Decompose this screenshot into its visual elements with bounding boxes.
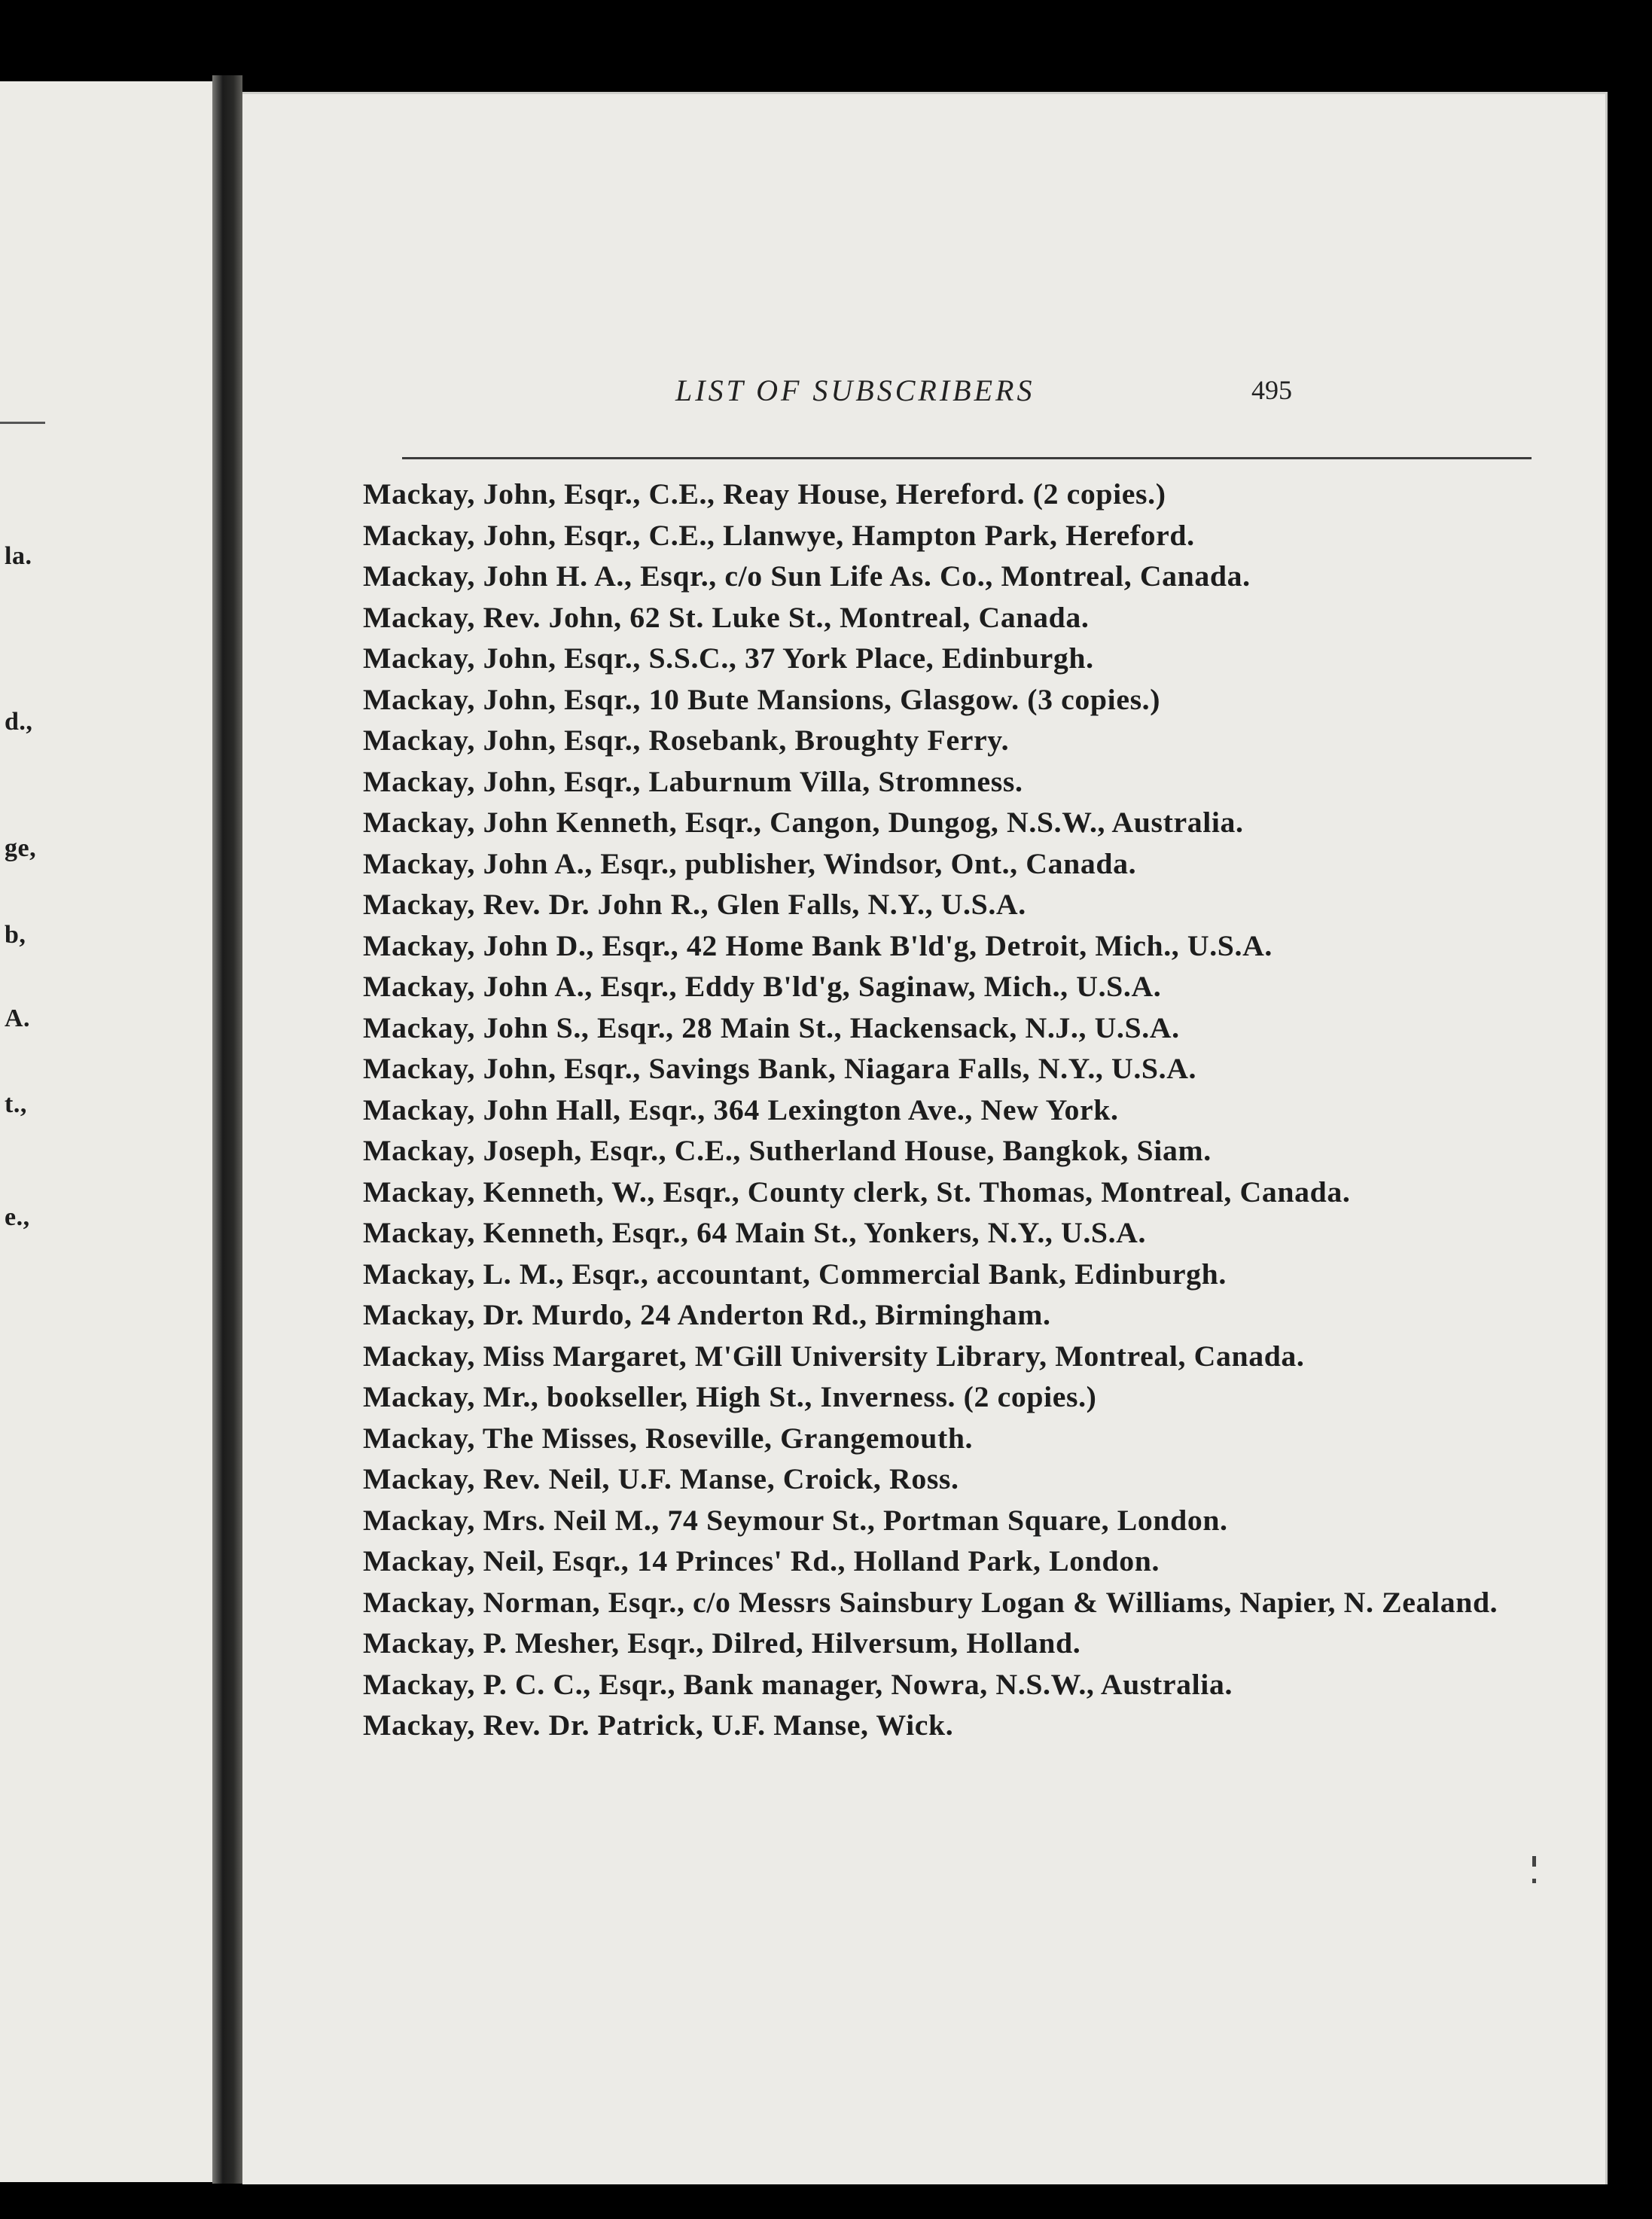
book-page — [242, 92, 1608, 2184]
subscriber-entry: Mackay, P. Mesher, Esqr., Dilred, Hilversum, Holland. — [363, 1627, 1081, 1660]
subscriber-entry: Mackay, Kenneth, Esqr., 64 Main St., Yonkers, N.Y., U.S.A. — [363, 1217, 1147, 1249]
previous-page-fragment: b, — [5, 921, 26, 949]
margin-mark — [1532, 1856, 1536, 1867]
subscriber-entry: Mackay, John H. A., Esqr., c/o Sun Life As. Co., Montreal, Canada. — [363, 560, 1251, 593]
subscriber-entry: Mackay, John Kenneth, Esqr., Cangon, Dungog, N.S.W., Australia. — [363, 806, 1244, 839]
subscriber-entry: Mackay, The Misses, Roseville, Grangemouth. — [363, 1422, 974, 1455]
previous-page-fragment: la. — [5, 542, 32, 570]
subscriber-entry: Mackay, John S., Esqr., 28 Main St., Hackensack, N.J., U.S.A. — [363, 1011, 1180, 1044]
subscriber-entry: Mackay, John, Esqr., Laburnum Villa, Stromness. — [363, 765, 1023, 798]
subscriber-entry: Mackay, Kenneth, W., Esqr., County clerk, St. Thomas, Montreal, Canada. — [363, 1175, 1351, 1209]
previous-page-fragment: d., — [5, 708, 33, 736]
previous-page-rule — [0, 422, 45, 424]
page-title: LIST OF SUBSCRIBERS — [675, 373, 1035, 407]
subscriber-entry: Mackay, Joseph, Esqr., C.E., Sutherland House, Bangkok, Siam. — [363, 1135, 1212, 1167]
subscriber-entry: Mackay, John A., Esqr., publisher, Windsor, Ont., Canada. — [363, 847, 1137, 880]
subscriber-entry: Mackay, Miss Margaret, M'Gill University Library, Montreal, Canada. — [363, 1340, 1305, 1373]
subscriber-entry: Mackay, Rev. John, 62 St. Luke St., Montreal, Canada. — [363, 601, 1090, 634]
subscriber-entry: Mackay, John, Esqr., Rosebank, Broughty Ferry. — [363, 724, 1010, 757]
subscriber-entry: Mackay, John A., Esqr., Eddy B'ld'g, Saginaw, Mich., U.S.A. — [363, 971, 1162, 1003]
subscriber-entry: Mackay, John, Esqr., Savings Bank, Niagara Falls, N.Y., U.S.A. — [363, 1053, 1197, 1085]
previous-page-fragment: t., — [5, 1090, 27, 1118]
subscriber-entry: Mackay, John, Esqr., C.E., Reay House, Hereford. (2 copies.) — [363, 478, 1166, 511]
book-gutter — [212, 75, 242, 2184]
subscriber-entry: Mackay, L. M., Esqr., accountant, Commercial Bank, Edinburgh. — [363, 1257, 1227, 1291]
header-rule — [402, 457, 1532, 459]
previous-page-edge — [0, 81, 212, 2182]
subscriber-entry: Mackay, Rev. Dr. John R., Glen Falls, N.Y., U.S.A. — [363, 889, 1026, 921]
subscriber-entry: Mackay, John Hall, Esqr., 364 Lexington Ave., New York. — [363, 1093, 1119, 1126]
subscriber-entry: Mackay, John, Esqr., C.E., Llanwye, Hampton Park, Hereford. — [363, 519, 1195, 552]
subscriber-entry: Mackay, John, Esqr., 10 Bute Mansions, Glasgow. (3 copies.) — [363, 683, 1161, 716]
subscriber-entry: Mackay, Norman, Esqr., c/o Messrs Sainsbury Logan & Williams, Napier, N. Zealand. — [363, 1586, 1498, 1619]
subscriber-list — [363, 474, 1538, 1747]
previous-page-fragment: e., — [5, 1203, 30, 1231]
margin-mark — [1532, 1879, 1536, 1883]
subscriber-entry: Mackay, Mrs. Neil M., 74 Seymour St., Portman Square, London. — [363, 1504, 1228, 1537]
subscriber-entry: Mackay, John, Esqr., S.S.C., 37 York Place, Edinburgh. — [363, 642, 1094, 675]
page-number: 495 — [1251, 375, 1292, 405]
subscriber-entry: Mackay, Dr. Murdo, 24 Anderton Rd., Birmingham. — [363, 1299, 1051, 1331]
previous-page-fragment: ge, — [5, 834, 37, 862]
subscriber-entry: Mackay, Mr., bookseller, High St., Inverness. (2 copies.) — [363, 1381, 1097, 1413]
previous-page-fragment: A. — [5, 1004, 31, 1032]
subscriber-entry: Mackay, Neil, Esqr., 14 Princes' Rd., Holland Park, London. — [363, 1545, 1160, 1577]
subscriber-entry: Mackay, P. C. C., Esqr., Bank manager, Nowra, N.S.W., Australia. — [363, 1668, 1233, 1701]
subscriber-entry: Mackay, Rev. Dr. Patrick, U.F. Manse, Wick. — [363, 1709, 954, 1742]
subscriber-entry: Mackay, Rev. Neil, U.F. Manse, Croick, Ross. — [363, 1463, 959, 1495]
subscriber-entry: Mackay, John D., Esqr., 42 Home Bank B'ld'g, Detroit, Mich., U.S.A. — [363, 929, 1273, 962]
